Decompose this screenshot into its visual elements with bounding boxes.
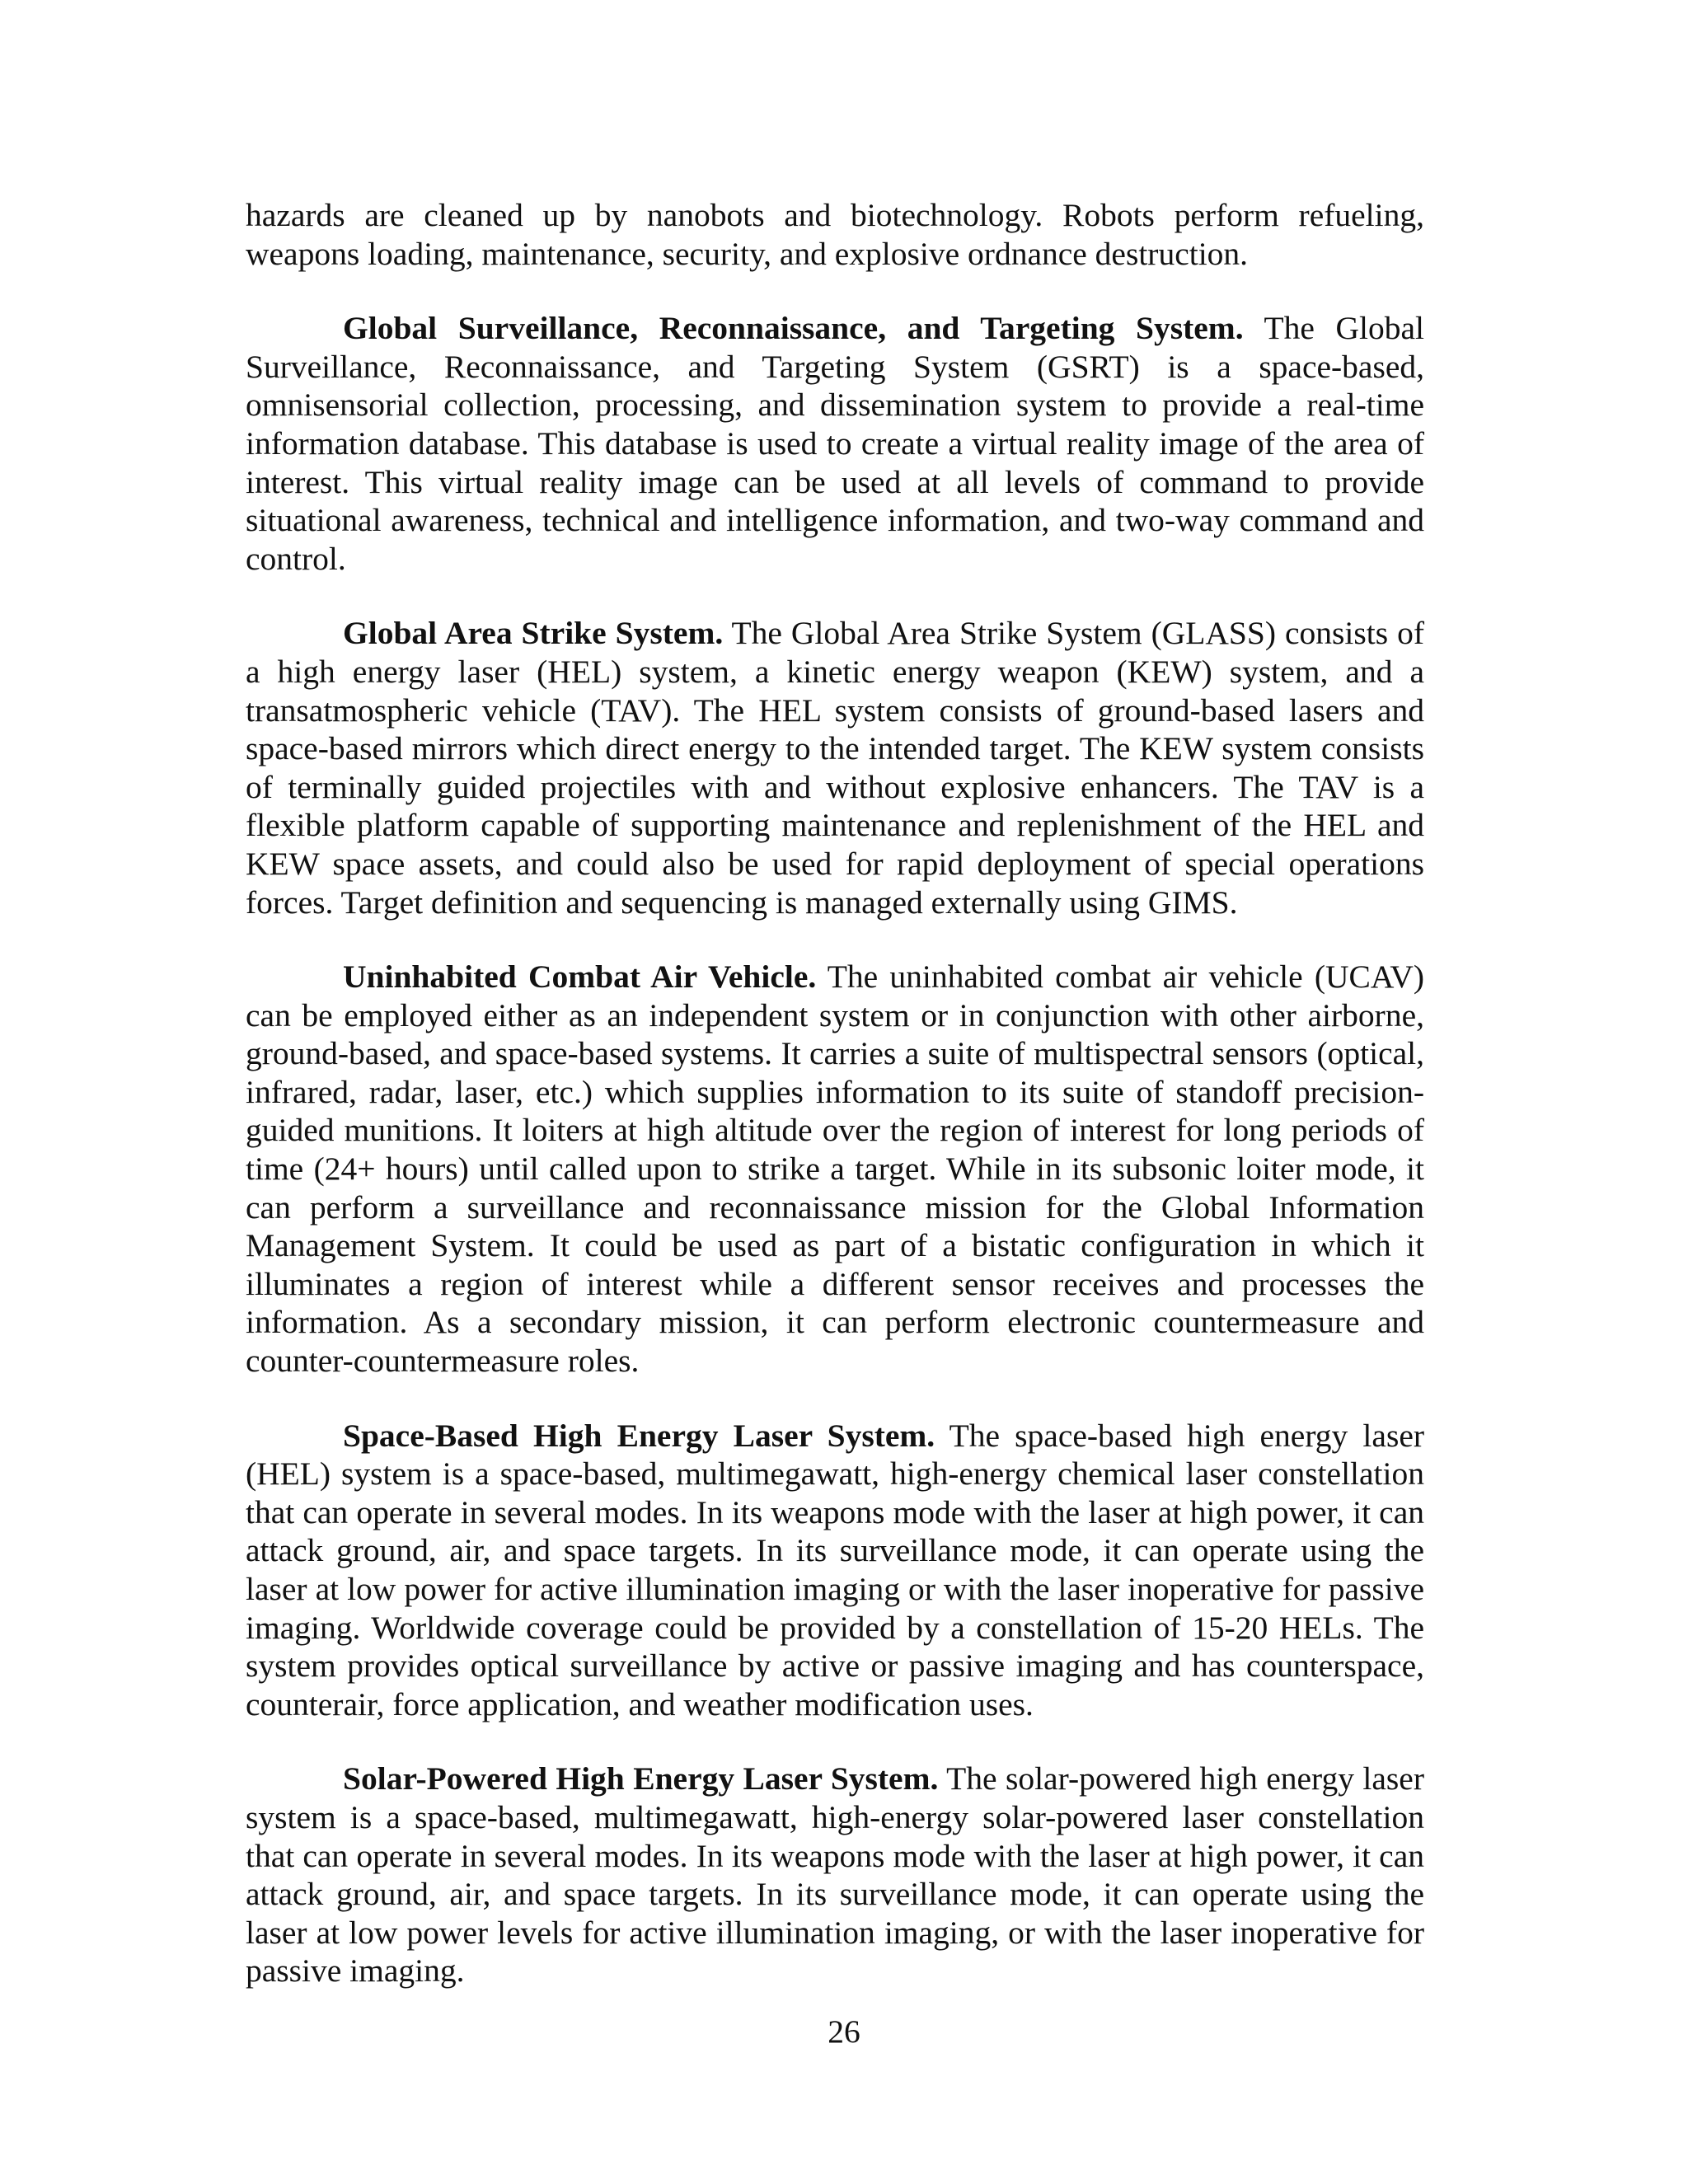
paragraph-heading: Space-Based High Energy Laser System. bbox=[343, 1417, 935, 1454]
paragraph-glass bbox=[246, 614, 1424, 921]
paragraph-continuation bbox=[246, 196, 1424, 273]
paragraph-heading: Uninhabited Combat Air Vehicle. bbox=[343, 958, 817, 996]
paragraph-text: The solar-powered high energy laser system is a space-based, multimegawatt, high-energy solar-powered laser constellation that can operate in several modes. In its weapons mode with the laser at high power, it can attack ground, air, and space targets. In its surveillance mode, it can operate using the laser at low power levels for active illumination imaging, or with the laser inoperative for passive imaging. bbox=[246, 1760, 1424, 1990]
paragraph-text: hazards are cleaned up by nanobots and biotechnology. Robots perform refueling, weapons loading, maintenance, security, and explosive ordnance destruction. bbox=[246, 197, 1424, 272]
page-number: 26 bbox=[828, 2013, 860, 2050]
paragraph-text: The space-based high energy laser (HEL) system is a space-based, multimegawatt, high-energy chemical laser constellation that can operate in several modes. In its weapons mode with the laser at high power, it can attack ground, air, and space targets. In its surveillance mode, it can operate using the laser at low power for active illumination imaging or with the laser inoperative for passive imaging. Worldwide coverage could be provided by a constellation of 15-20 HELs. The system provides optical surveillance by active or passive imaging and has counterspace, counterair, force application, and weather modification uses. bbox=[246, 1417, 1424, 1722]
paragraph-text: The uninhabited combat air vehicle (UCAV) can be employed either as an independent system or in conjunction with other airborne, ground-based, and space-based systems. It carries a suite of multispectral sensors (optical, infrared, radar, laser, etc.) which supplies information to its suite of standoff precision-guided munitions. It loiters at high altitude over the region of interest for long periods of time (24+ hours) until called upon to strike a target. While in its subsonic loiter mode, it can perform a surveillance and reconnaissance mission for the Global Information Management System. It could be used as part of a bistatic configuration in which it illuminates a region of interest while a different sensor receives and processes the information. As a secondary mission, it can perform electronic countermeasure and counter-countermeasure roles. bbox=[246, 958, 1424, 1380]
paragraph-solar-powered-hel bbox=[246, 1760, 1424, 1990]
paragraph-heading: Global Area Strike System. bbox=[343, 615, 724, 652]
paragraph-ucav bbox=[246, 958, 1424, 1380]
paragraph-gsrt bbox=[246, 309, 1424, 578]
paragraph-space-based-hel bbox=[246, 1417, 1424, 1724]
paragraph-text: The Global Area Strike System (GLASS) consists of a high energy laser (HEL) system, a kinetic energy weapon (KEW) system, and a transatmospheric vehicle (TAV). The HEL system consists of ground-based lasers and space-based mirrors which direct energy to the intended target. The KEW system consists of terminally guided projectiles with and without explosive enhancers. The TAV is a flexible platform capable of supporting maintenance and replenishment of the HEL and KEW space assets, and could also be used for rapid deployment of special operations forces. Target definition and sequencing is managed externally using GIMS. bbox=[246, 615, 1424, 921]
paragraph-text: The Global Surveillance, Reconnaissance, and Targeting System (GSRT) is a space-based, omnisensorial collection, processing, and dissemination system to provide a real-time information database. This database is used to create a virtual reality image of the area of interest. This virtual reality image can be used at all levels of command to provide situational awareness, technical and intelligence information, and two-way command and control. bbox=[246, 310, 1424, 577]
paragraph-heading: Solar-Powered High Energy Laser System. bbox=[343, 1760, 939, 1797]
body-text bbox=[246, 196, 1424, 2027]
paragraph-heading: Global Surveillance, Reconnaissance, and Targeting System. bbox=[343, 310, 1244, 347]
